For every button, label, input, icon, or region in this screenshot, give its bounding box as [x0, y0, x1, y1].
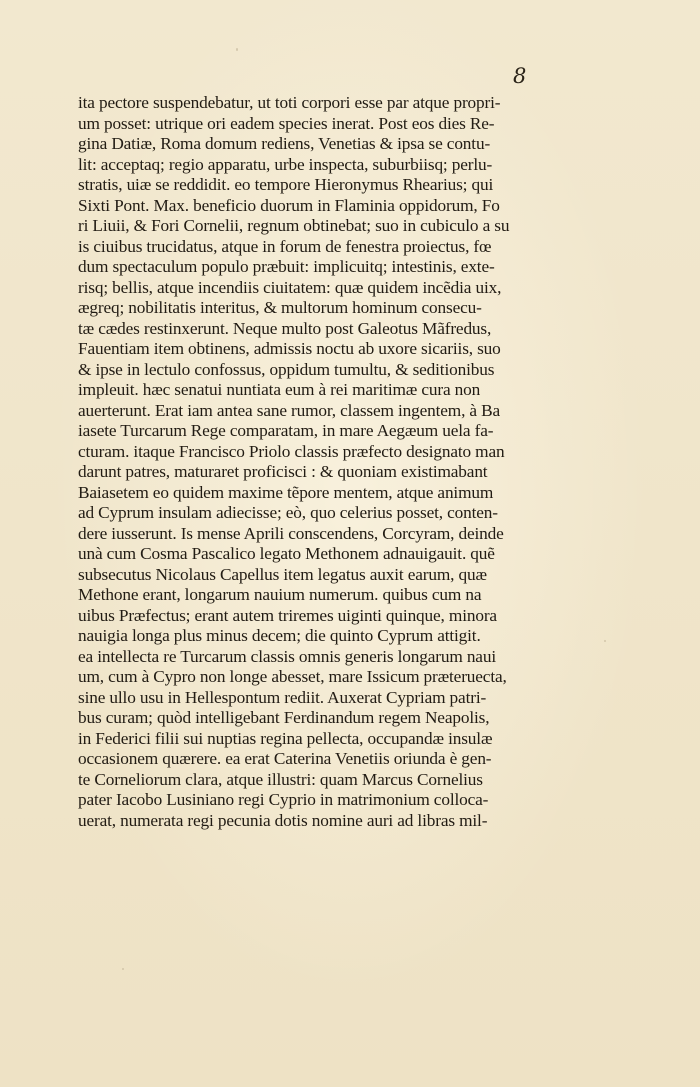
text-line: dum spectaculum populo præbuit: implicuitq; intestinis, exte-	[78, 257, 495, 276]
text-line: stratis, uiæ se reddidit. eo tempore Hieronymus Rhearius; qui	[78, 175, 494, 194]
text-line: bus curam; quòd intelligebant Ferdinandum regem Neapolis,	[78, 708, 490, 727]
page-number: 8	[513, 64, 527, 88]
text-line: risq; bellis, atque incendiis ciuitatem: quæ quidem incẽdia uix,	[78, 277, 502, 297]
text-line: um, cum à Cypro non longe abesset, mare Issicum præteruecta,	[78, 667, 507, 686]
text-line: sine ullo usu in Hellespontum rediit. Auxerat Cypriam patri-	[78, 687, 487, 707]
text-line: te Corneliorum clara, atque illustri: quam Marcus Cornelius	[78, 769, 483, 789]
text-line: nauigia longa plus minus decem; die quinto Cyprum attigit.	[78, 626, 481, 645]
text-line: auerterunt. Erat iam antea sane rumor, classem ingentem, à Ba	[78, 400, 501, 420]
text-line: in Federici filii sui nuptias regina pellecta, occupandæ insulæ	[78, 728, 493, 748]
text-line: ægreq; nobilitatis interitus, & multorum hominum consecu-	[78, 298, 482, 317]
paper-speck	[236, 48, 238, 51]
text-line: is ciuibus trucidatus, atque in forum de fenestra proiectus, fœ	[78, 236, 492, 256]
paper-speck	[604, 640, 606, 642]
text-line: uibus Præfectus; erant autem triremes uiginti quinque, minora	[78, 605, 497, 625]
text-line: subsecutus Nicolaus Capellus item legatus auxit earum, quæ	[78, 564, 487, 584]
text-line: um posset: utrique ori eadem species inerat. Post eos dies Re-	[78, 113, 495, 133]
text-line: occasionem quærere. ea erat Caterina Venetiis oriunda è gen-	[78, 749, 492, 768]
text-line: darunt patres, maturaret proficisci : & quoniam existimabant	[78, 462, 488, 481]
text-line: tæ cædes restinxerunt. Neque multo post Galeotus Mãfredus,	[78, 318, 492, 338]
text-line: gina Datiæ, Roma domum rediens, Venetias & ipsa se contu-	[78, 134, 491, 153]
text-line: uerat, numerata regi pecunia dotis nomine auri ad libras mil-	[78, 810, 488, 830]
text-line: Methone erant, longarum nauium numerum. quibus cum na	[78, 585, 482, 604]
text-line: cturam. itaque Francisco Priolo classis præfecto designato man	[78, 441, 505, 461]
text-line: ita pectore suspendebatur, ut toti corpori esse par atque propri-	[78, 93, 501, 112]
paper-speck	[122, 968, 124, 970]
text-line: Baiasetem eo quidem maxime tẽpore mentem, atque animum	[78, 482, 494, 502]
text-line: Sixti Pont. Max. beneficio duorum in Flaminia oppidorum, Fo	[78, 195, 500, 215]
text-line: iasete Turcarum Rege comparatam, in mare Aegæum uela fa-	[78, 421, 494, 440]
text-line: Fauentiam item obtinens, admissis noctu ab uxore sicariis, suo	[78, 339, 501, 358]
text-line: dere iusserunt. Is mense Aprili conscendens, Corcyram, deinde	[78, 523, 504, 543]
text-line: ri Liuii, & Fori Cornelii, regnum obtinebat; suo in cubiculo a su	[78, 216, 510, 235]
body-text	[78, 93, 568, 831]
text-line: ea intellecta re Turcarum classis omnis generis longarum naui	[78, 646, 496, 666]
text-line: ad Cyprum insulam adiecisse; eò, quo celerius posset, conten-	[78, 503, 498, 522]
text-line: pater Iacobo Lusiniano regi Cyprio in matrimonium colloca-	[78, 790, 489, 809]
text-line: lit: acceptaq; regio apparatu, urbe inspecta, suburbiisq; perlu-	[78, 154, 493, 174]
text-line: impleuit. hæc senatui nuntiata eum à rei maritimæ cura non	[78, 380, 481, 399]
text-line: & ipse in lectulo confossus, oppidum tumultu, & seditionibus	[78, 359, 495, 379]
text-line: unà cum Cosma Pascalico legato Methonem adnauigauit. quẽ	[78, 544, 495, 563]
